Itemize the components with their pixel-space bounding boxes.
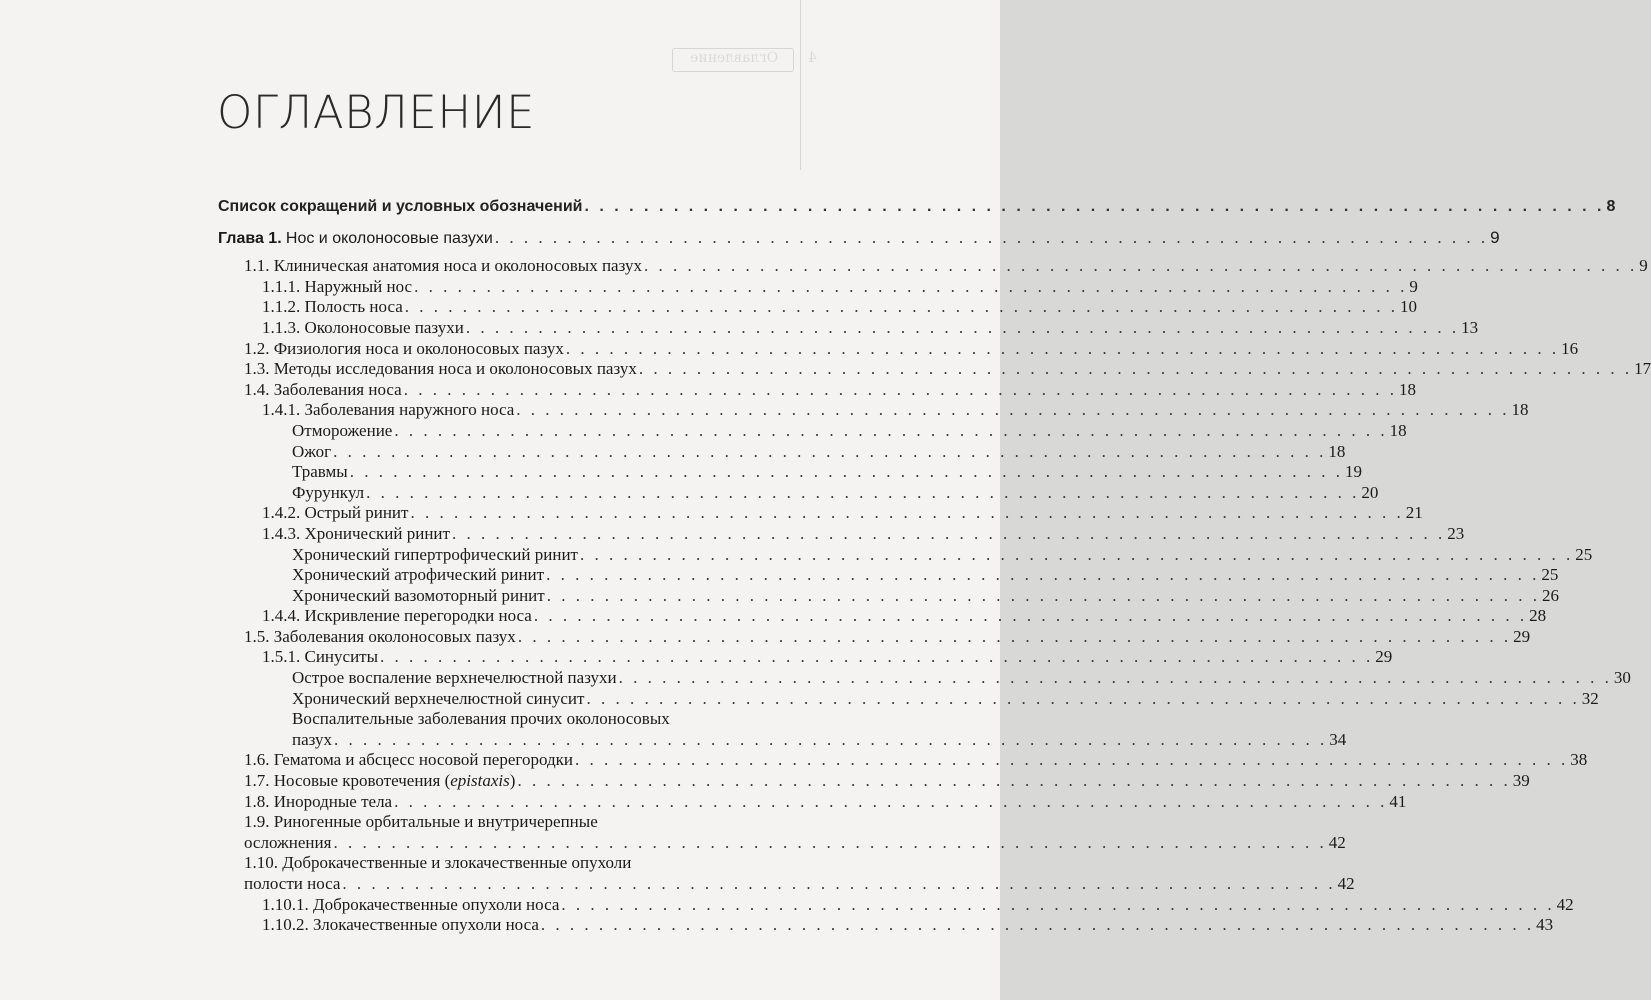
toc-entry <box>218 503 1423 524</box>
toc-entry-row <box>262 297 1418 318</box>
chapter-title: Нос и околоносовые пазухи <box>285 229 493 247</box>
toc-entry-title-text: 1.7. Носовые кровотечения ( <box>244 771 451 791</box>
toc-entry-row <box>244 379 1416 401</box>
toc-leader-dots: . . . . . . . . . . . . . . . . . . . . . . . . . . . . . . . . . . . . . . . . . . . . . . . . . . . . . . . . . . . . . . . . . . . . . <box>451 523 1446 543</box>
toc-leader-dots: . . . . . . . . . . . . . . . . . . . . . . . . . . . . . . . . . . . . . . . . . . . . . . . . . . . . . . . . . . . . . . . . . . . . . <box>517 771 1511 791</box>
toc-entry <box>218 297 1418 318</box>
toc-entry <box>218 338 1579 360</box>
toc-entry-row <box>262 915 1554 936</box>
toc-entry-title <box>244 771 515 792</box>
toc-entry-row <box>244 338 1579 360</box>
toc-leader-dots: . . . . . . . . . . . . . . . . . . . . . . . . . . . . . . . . . . . . . . . . . . . . . . . . . . . . . . . . . . . . . . . . . . . . . <box>334 729 1328 749</box>
toc-entry <box>218 317 1479 339</box>
toc-entry-title-line: 1.9. Риногенные орбитальные и внутричерепные <box>244 812 598 832</box>
toc-entry-title: 1.1.2. Полость носа <box>262 297 403 317</box>
toc-leader-dots: . . . . . . . . . . . . . . . . . . . . . . . . . . . . . . . . . . . . . . . . . . . . . . . . . . . . . . . . . . . . . . . . . . . . . <box>414 276 1408 296</box>
toc-page-number: 28 <box>1529 606 1547 626</box>
toc-entry-row <box>262 606 1547 627</box>
toc-entry-row <box>262 503 1423 524</box>
toc-leader-dots: . . . . . . . . . . . . . . . . . . . . . . . . . . . . . . . . . . . . . . . . . . . . . . . . . . . . . . . . . . . . . . . . . . . . . <box>516 400 1510 420</box>
toc-entry-title-line: 1.10. Доброкачественные и злокачественные опухоли <box>244 853 632 873</box>
toc-entry <box>218 441 1346 463</box>
toc-leader-dots: . . . . . . . . . . . . . . . . . . . . . . . . . . . . . . . . . . . . . . . . . . . . . . . . . . . . . . . . . . . . . . . . . . . . . <box>584 198 1605 215</box>
toc-entry <box>218 585 1559 607</box>
toc-page-number: 21 <box>1405 503 1423 523</box>
toc-entry-title: 1.4. Заболевания носа <box>244 379 402 399</box>
toc-leader-dots: . . . . . . . . . . . . . . . . . . . . . . . . . . . . . . . . . . . . . . . . . . . . . . . . . . . . . . . . . . . . . . . . . . . . . <box>333 832 1327 852</box>
toc-entry-row <box>292 688 1599 710</box>
toc-entry-title: пазух <box>292 729 333 749</box>
toc-entry-title: Отморожение <box>292 420 393 440</box>
toc-page-number: 18 <box>1398 379 1416 399</box>
toc-entry-row <box>292 462 1362 483</box>
toc-entry <box>218 462 1362 483</box>
toc-entry <box>218 482 1379 504</box>
toc-entry-row <box>218 227 1500 249</box>
toc-leader-dots: . . . . . . . . . . . . . . . . . . . . . . . . . . . . . . . . . . . . . . . . . . . . . . . . . . . . . . . . . . . . . . . . . . . . . <box>546 565 1540 585</box>
toc-entry-title: 1.5.1. Синуситы <box>262 647 379 667</box>
toc-leader-dots: . . . . . . . . . . . . . . . . . . . . . . . . . . . . . . . . . . . . . . . . . . . . . . . . . . . . . . . . . . . . . . . . . . . . . <box>394 791 1388 811</box>
toc-entry-row <box>292 585 1559 607</box>
toc-entry <box>218 812 1346 853</box>
toc-entry-row <box>244 832 1346 854</box>
toc-leader-dots: . . . . . . . . . . . . . . . . . . . . . . . . . . . . . . . . . . . . . . . . . . . . . . . . . . . . . . . . . . . . . . . . . . . . . <box>643 256 1638 276</box>
toc-entry <box>218 256 1648 277</box>
toc-entry-row <box>292 544 1593 566</box>
toc-entry-title: 1.1. Клиническая анатомия носа и околоносовых пазух <box>244 256 642 276</box>
toc-entry-title: 1.4.1. Заболевания наружного носа <box>262 400 515 420</box>
toc-entry-title: Хронический верхнечелюстной синусит <box>292 688 585 708</box>
toc-page-number: 10 <box>1400 297 1418 317</box>
toc-entry <box>218 565 1559 586</box>
toc-entry-title: Список сокращений и условных обозначений <box>218 198 583 215</box>
toc-entry-title: 1.1.1. Наружный нос <box>262 276 413 296</box>
toc-entry-title-tail: ) <box>509 771 516 791</box>
toc-page-number: 9 <box>1490 227 1500 247</box>
toc-page-number: 9 <box>1639 256 1648 276</box>
toc-entry-title: Хронический вазомоторный ринит <box>292 585 545 605</box>
toc-page-number: 43 <box>1536 915 1554 935</box>
page-title: ОГЛАВЛЕНИЕ <box>217 86 536 139</box>
toc-entry <box>218 668 1631 689</box>
toc-leader-dots: . . . . . . . . . . . . . . . . . . . . . . . . . . . . . . . . . . . . . . . . . . . . . . . . . . . . . . . . . . . . . . . . . . . . . <box>638 359 1633 379</box>
toc-entry <box>218 379 1416 401</box>
toc-entry-row <box>262 647 1393 668</box>
toc-page-number: 42 <box>1328 832 1346 852</box>
toc-entry-title: 1.5. Заболевания околоносовых пазух <box>244 626 516 646</box>
toc-leader-dots: . . . . . . . . . . . . . . . . . . . . . . . . . . . . . . . . . . . . . . . . . . . . . . . . . . . . . . . . . . . . . . . . . . . . . <box>394 420 1388 440</box>
toc-entry-row <box>244 874 1355 895</box>
toc-entry-title: Травмы <box>292 462 348 482</box>
toc-entry <box>218 771 1530 792</box>
toc-entry-title-line: Воспалительные заболевания прочих околоносовых <box>292 709 670 729</box>
toc-entry-title: осложнения <box>244 832 332 852</box>
toc-leader-dots: . . . . . . . . . . . . . . . . . . . . . . . . . . . . . . . . . . . . . . . . . . . . . . . . . . . . . . . . . . . . . . . . . . . . . <box>561 894 1555 914</box>
toc-entry-title: 1.2. Физиология носа и околоносовых пазух <box>244 338 564 358</box>
toc-leader-dots: . . . . . . . . . . . . . . . . . . . . . . . . . . . . . . . . . . . . . . . . . . . . . . . . . . . . . . . . . . . . . . . . . . . . . <box>586 688 1580 708</box>
toc-entry-row <box>244 256 1648 277</box>
toc-entry <box>218 915 1554 936</box>
toc-entry-row <box>262 317 1479 339</box>
toc-leader-dots: . . . . . . . . . . . . . . . . . . . . . . . . . . . . . . . . . . . . . . . . . . . . . . . . . . . . . . . . . . . . . . . . . . . . . <box>366 482 1360 502</box>
toc-page-number: 18 <box>1511 400 1529 420</box>
toc-entry-title: 1.6. Гематома и абсцесс носовой перегородки <box>244 750 573 770</box>
toc-page-number: 29 <box>1513 626 1531 646</box>
toc-entry-row <box>292 482 1379 504</box>
toc-entry-row <box>292 668 1631 689</box>
toc-entry <box>218 400 1529 421</box>
toc-entry <box>218 750 1588 771</box>
toc-page-number: 16 <box>1561 338 1579 358</box>
toc-entry-title: 1.1.3. Околоносовые пазухи <box>262 317 464 337</box>
toc-page-number: 29 <box>1375 647 1393 667</box>
toc-entry <box>218 606 1547 627</box>
toc-entry-row <box>262 400 1529 421</box>
toc-entry-title: 1.3. Методы исследования носа и околоносовых пазух <box>244 359 637 379</box>
toc-page-number: 19 <box>1344 462 1362 482</box>
toc-entry-row <box>244 359 1651 380</box>
toc-page-number: 23 <box>1447 523 1465 543</box>
toc-entry-row <box>292 420 1407 442</box>
toc-leader-dots: . . . . . . . . . . . . . . . . . . . . . . . . . . . . . . . . . . . . . . . . . . . . . . . . . . . . . . . . . . . . . . . . . . . . . <box>333 441 1327 461</box>
toc-entry-title: 1.10.1. Доброкачественные опухоли носа <box>262 894 560 914</box>
toc-page-number: 26 <box>1541 585 1559 605</box>
toc-entry <box>218 647 1393 668</box>
chapter-label: Глава 1. <box>218 229 282 247</box>
toc-entry <box>218 853 1355 894</box>
toc-page-number: 32 <box>1581 688 1599 708</box>
toc-entry-title: полости носа <box>244 874 341 893</box>
toc-leader-dots: . . . . . . . . . . . . . . . . . . . . . . . . . . . . . . . . . . . . . . . . . . . . . . . . . . . . . . . . . . . . . . . . . . . . . <box>494 227 1489 247</box>
toc-entry-row <box>244 750 1588 771</box>
toc-page-number: 25 <box>1575 544 1593 564</box>
toc-leader-dots: . . . . . . . . . . . . . . . . . . . . . . . . . . . . . . . . . . . . . . . . . . . . . . . . . . . . . . . . . . . . . . . . . . . . . <box>565 338 1560 358</box>
toc-leader-dots: . . . . . . . . . . . . . . . . . . . . . . . . . . . . . . . . . . . . . . . . . . . . . . . . . . . . . . . . . . . . . . . . . . . . . <box>540 915 1535 935</box>
toc-entry <box>218 626 1531 648</box>
toc-leader-dots: . . . . . . . . . . . . . . . . . . . . . . . . . . . . . . . . . . . . . . . . . . . . . . . . . . . . . . . . . . . . . . . . . . . . . <box>349 462 1343 482</box>
toc-entry <box>218 894 1574 916</box>
toc-leader-dots: . . . . . . . . . . . . . . . . . . . . . . . . . . . . . . . . . . . . . . . . . . . . . . . . . . . . . . . . . . . . . . . . . . . . . <box>465 317 1460 337</box>
toc-page-number: 18 <box>1389 420 1407 440</box>
toc-entry-title: Острое воспаление верхнечелюстной пазухи <box>292 668 617 688</box>
toc-page-number: 25 <box>1541 565 1559 585</box>
toc-entry-row <box>262 276 1418 298</box>
toc-leader-dots: . . . . . . . . . . . . . . . . . . . . . . . . . . . . . . . . . . . . . . . . . . . . . . . . . . . . . . . . . . . . . . . . . . . . . <box>380 647 1374 667</box>
toc-entry-row <box>218 197 1616 218</box>
toc-entry <box>218 197 1616 218</box>
toc-leader-dots: . . . . . . . . . . . . . . . . . . . . . . . . . . . . . . . . . . . . . . . . . . . . . . . . . . . . . . . . . . . . . . . . . . . . . <box>618 668 1612 688</box>
toc-entry <box>218 227 1500 249</box>
toc-entry <box>218 420 1407 442</box>
toc-entry <box>218 791 1407 813</box>
toc-entry-row <box>292 729 1347 751</box>
toc-page-number: 20 <box>1361 482 1379 502</box>
toc-page-number: 39 <box>1512 771 1530 791</box>
toc-entry-title: Ожог <box>292 441 332 461</box>
toc-page-number: 34 <box>1329 729 1347 749</box>
toc-entry-row <box>292 565 1559 586</box>
toc-entry-title: 1.8. Инородные тела <box>244 791 393 811</box>
toc-entry-title-italic: epistaxis <box>450 771 510 791</box>
toc-entry-row <box>262 523 1465 545</box>
toc-leader-dots: . . . . . . . . . . . . . . . . . . . . . . . . . . . . . . . . . . . . . . . . . . . . . . . . . . . . . . . . . . . . . . . . . . . . . <box>579 544 1574 564</box>
toc-entry-title: 1.4.3. Хронический ринит <box>262 523 450 543</box>
toc-leader-dots: . . . . . . . . . . . . . . . . . . . . . . . . . . . . . . . . . . . . . . . . . . . . . . . . . . . . . . . . . . . . . . . . . . . . . <box>517 626 1512 646</box>
toc-entry <box>218 359 1651 380</box>
toc-page-number: 41 <box>1389 791 1407 811</box>
toc-page-number: 42 <box>1556 894 1574 914</box>
toc-entry-title: Хронический атрофический ринит <box>292 565 545 585</box>
toc-entry-title: 1.4.2. Острый ринит <box>262 503 409 523</box>
show-through-page-number: 4 <box>808 50 817 66</box>
toc-entry-row <box>244 791 1407 813</box>
toc-entry-title: 1.10.2. Злокачественные опухоли носа <box>262 915 539 935</box>
toc-page-number: 42 <box>1337 874 1355 893</box>
table-of-contents <box>218 197 1651 936</box>
toc-leader-dots: . . . . . . . . . . . . . . . . . . . . . . . . . . . . . . . . . . . . . . . . . . . . . . . . . . . . . . . . . . . . . . . . . . . . . <box>403 379 1397 399</box>
toc-entry <box>218 709 1347 750</box>
toc-entry-title: 1.4.4. Искривление перегородки носа <box>262 606 532 626</box>
show-through-running-head: Оглавление <box>690 50 779 66</box>
toc-entry-title <box>218 228 493 250</box>
toc-page-number: 30 <box>1613 668 1631 688</box>
toc-leader-dots: . . . . . . . . . . . . . . . . . . . . . . . . . . . . . . . . . . . . . . . . . . . . . . . . . . . . . . . . . . . . . . . . . . . . . <box>533 606 1528 626</box>
toc-entry-row <box>244 626 1531 648</box>
toc-leader-dots: . . . . . . . . . . . . . . . . . . . . . . . . . . . . . . . . . . . . . . . . . . . . . . . . . . . . . . . . . . . . . . . . . . . . . <box>404 297 1399 317</box>
toc-entry-row <box>292 441 1346 463</box>
toc-page-number: 9 <box>1409 276 1418 296</box>
toc-page-number: 8 <box>1606 198 1616 215</box>
toc-leader-dots: . . . . . . . . . . . . . . . . . . . . . . . . . . . . . . . . . . . . . . . . . . . . . . . . . . . . . . . . . . . . . . . . . . . . . <box>546 585 1540 605</box>
show-through-rule <box>800 0 801 170</box>
toc-leader-dots: . . . . . . . . . . . . . . . . . . . . . . . . . . . . . . . . . . . . . . . . . . . . . . . . . . . . . . . . . . . . . . . . . . . . . <box>574 750 1569 770</box>
toc-entry <box>218 276 1418 298</box>
toc-leader-dots: . . . . . . . . . . . . . . . . . . . . . . . . . . . . . . . . . . . . . . . . . . . . . . . . . . . . . . . . . . . . . . . . . . . . . <box>342 874 1336 893</box>
toc-page-number: 17 <box>1634 359 1651 379</box>
toc-entry <box>218 688 1599 710</box>
toc-page-number: 13 <box>1461 317 1479 337</box>
toc-entry-row <box>244 771 1530 792</box>
toc-entry <box>218 523 1465 545</box>
toc-page-number: 38 <box>1570 750 1588 770</box>
toc-entry-title: Хронический гипертрофический ринит <box>292 544 578 564</box>
toc-page-number: 18 <box>1328 441 1346 461</box>
toc-entry-row <box>262 894 1574 916</box>
toc-entry <box>218 544 1593 566</box>
toc-leader-dots: . . . . . . . . . . . . . . . . . . . . . . . . . . . . . . . . . . . . . . . . . . . . . . . . . . . . . . . . . . . . . . . . . . . . . <box>410 503 1404 523</box>
toc-entry-title: Фурункул <box>292 482 365 502</box>
